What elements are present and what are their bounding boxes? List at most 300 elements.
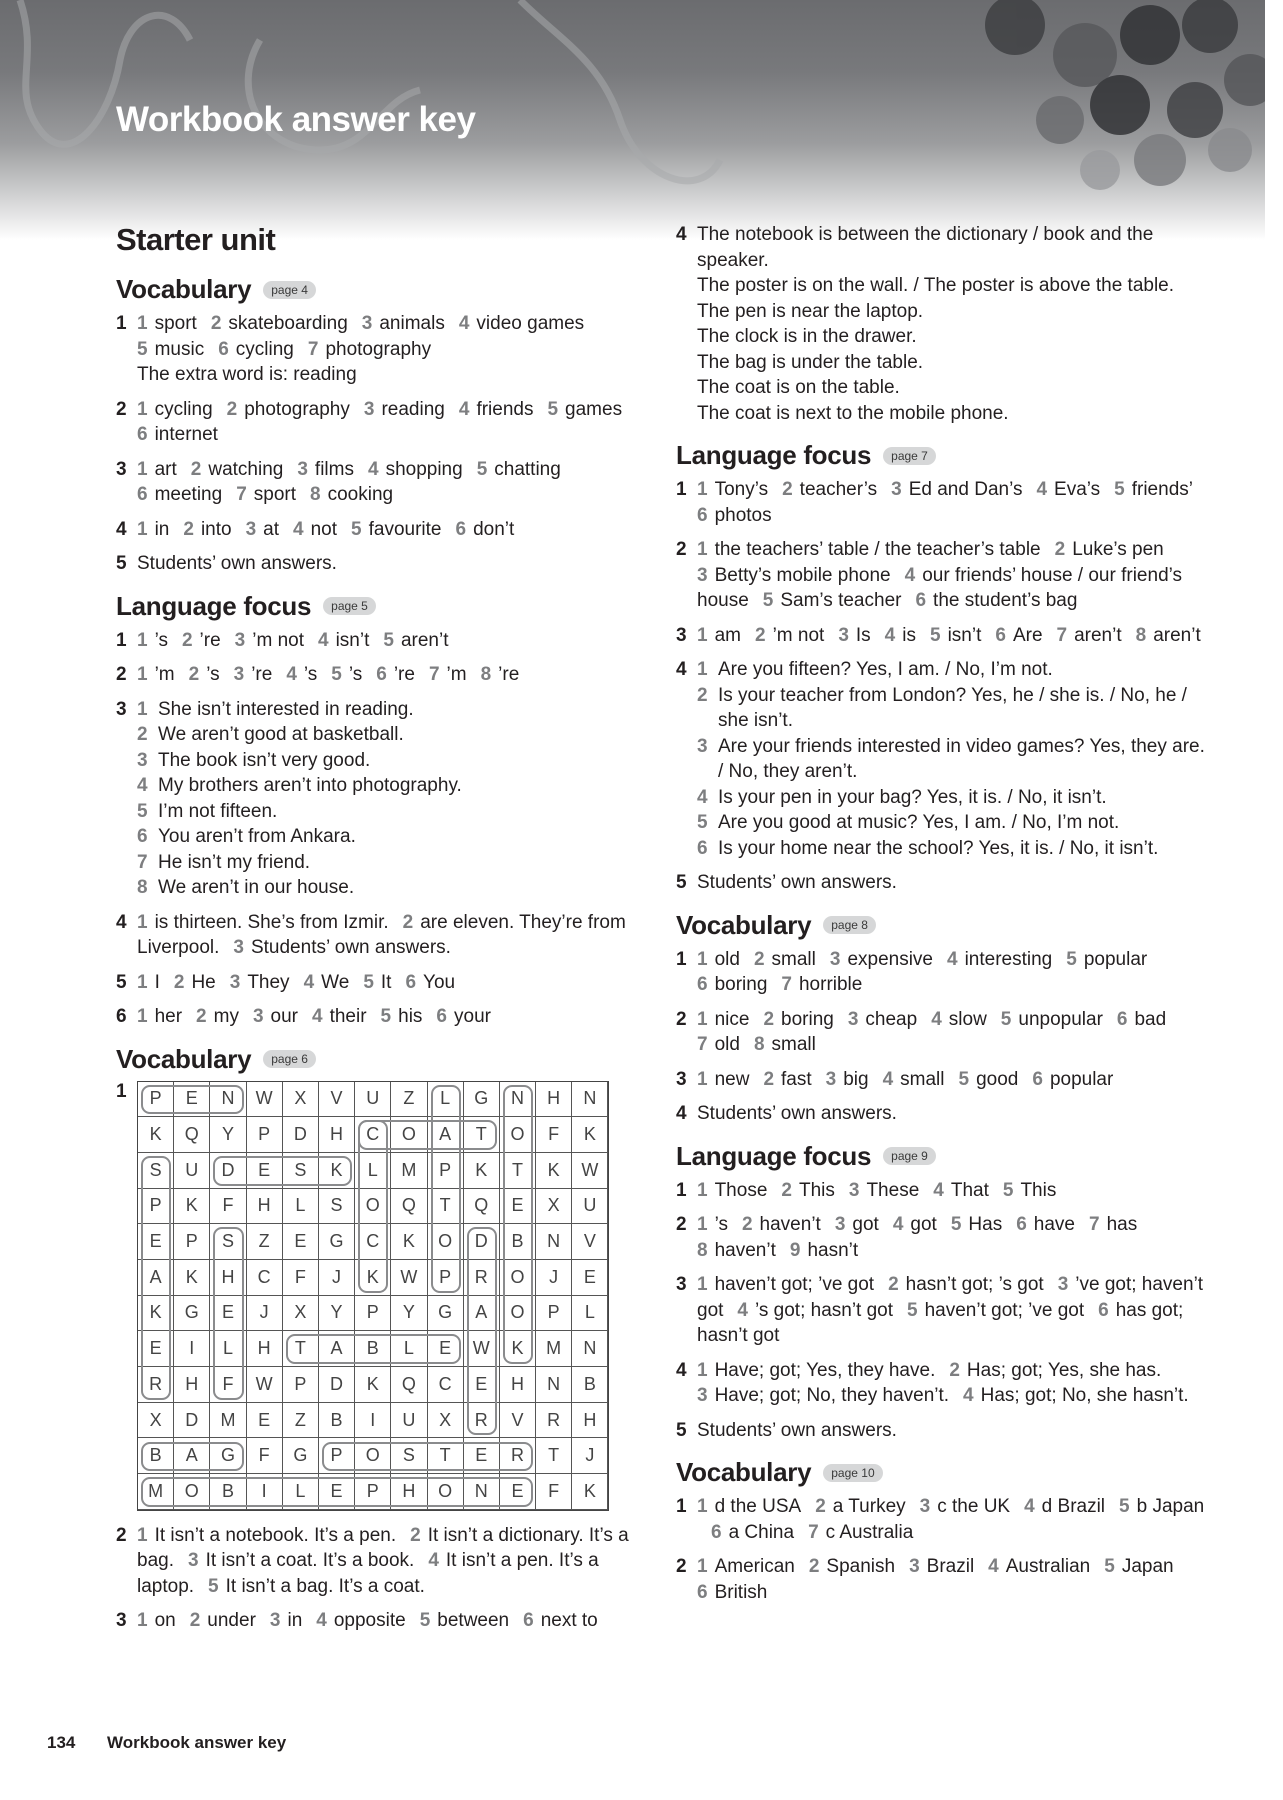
answer-item <box>227 399 350 420</box>
item-number: 2 <box>196 1006 207 1027</box>
item-answer: Spanish <box>826 1556 896 1577</box>
item-number: 4 <box>947 948 958 970</box>
item-answer: cheap <box>865 1008 918 1030</box>
item-answer: American <box>714 1556 795 1577</box>
item-number: 1 <box>137 398 148 420</box>
wordsearch-cell: E <box>319 1474 355 1510</box>
exercise-answers <box>137 457 651 508</box>
item-answer: not <box>310 518 338 540</box>
answer-item <box>233 937 451 958</box>
item-answer: is <box>902 624 916 646</box>
item-number: 1 <box>697 948 708 970</box>
item-answer: am <box>714 624 741 646</box>
exercise <box>676 870 1211 896</box>
wordsearch-cell: L <box>283 1474 319 1510</box>
exercise-number: 5 <box>676 1419 687 1441</box>
wordsearch-cell: T <box>500 1153 536 1189</box>
answer-item <box>949 1360 1161 1381</box>
answer-item <box>235 630 304 651</box>
item-answer: Are you good at music? Yes, I am. / No, I’m not. <box>718 812 1120 833</box>
answer-item <box>826 1069 869 1090</box>
answer-line <box>697 785 1211 811</box>
exercise <box>676 1494 1211 1545</box>
answer-item <box>234 664 273 685</box>
item-answer: chatting <box>494 458 561 480</box>
item-number: 4 <box>1036 479 1048 500</box>
exercise-answers <box>137 697 651 901</box>
item-number: 6 <box>405 971 417 993</box>
header-banner <box>0 0 1265 240</box>
answer-line <box>137 773 651 799</box>
answer-item <box>1104 1556 1173 1577</box>
page-reference-badge: page 6 <box>263 1050 316 1068</box>
wordsearch-cell: F <box>536 1117 572 1153</box>
wordsearch-cell: B <box>210 1474 246 1510</box>
answer-section <box>116 1044 651 1634</box>
answer-item <box>920 1496 1010 1517</box>
item-number: 3 <box>361 313 373 334</box>
wordsearch-cell: W <box>391 1260 427 1296</box>
wordsearch-cell: T <box>428 1438 464 1474</box>
page-reference-badge: page 9 <box>883 1147 936 1165</box>
answer-text: Students’ own answers. <box>697 1419 897 1441</box>
answer-item <box>947 949 1052 970</box>
answer-item <box>286 664 317 685</box>
item-answer: meeting <box>154 484 223 505</box>
item-answer: reading <box>381 398 445 420</box>
item-number: 7 <box>428 664 440 685</box>
wordsearch-cell: T <box>283 1331 319 1367</box>
item-answer: favourite <box>368 518 442 540</box>
item-number: 4 <box>458 313 470 334</box>
answer-item <box>381 1006 423 1027</box>
wordsearch-cell: E <box>500 1474 536 1510</box>
item-number: 3 <box>233 937 244 958</box>
answer-item <box>1057 625 1122 646</box>
answer-item <box>697 1214 728 1235</box>
item-number: 3 <box>229 971 241 993</box>
item-number: 5 <box>137 338 148 360</box>
wordsearch-cell: Q <box>464 1189 500 1225</box>
item-answer: This <box>1020 1179 1057 1201</box>
left-column <box>116 222 651 1648</box>
item-answer: We aren’t in our house. <box>158 877 355 898</box>
answer-item <box>697 1240 776 1261</box>
item-number: 6 <box>697 837 708 859</box>
item-answer: haven’t <box>714 1239 776 1261</box>
found-word-desk-outline <box>213 1156 352 1186</box>
answer-line: The pen is near the laptop. <box>697 300 924 322</box>
answer-item <box>697 1496 801 1517</box>
wordsearch-cell: M <box>138 1474 174 1510</box>
answer-item <box>455 519 514 540</box>
answer-item <box>755 625 824 646</box>
exercise <box>116 662 651 688</box>
answer-item <box>697 1360 935 1381</box>
item-answer: nice <box>714 1008 750 1030</box>
item-number: 6 <box>697 504 708 526</box>
exercise-number: 5 <box>116 971 127 993</box>
item-answer: That <box>950 1179 989 1201</box>
item-number: 8 <box>1135 624 1147 646</box>
answer-item <box>959 1069 1019 1090</box>
item-answer: We aren’t good at basketball. <box>158 724 404 745</box>
exercise <box>116 1608 651 1634</box>
wordsearch-cell: P <box>138 1189 174 1225</box>
answer-item <box>351 519 441 540</box>
section-heading <box>676 1141 1211 1172</box>
item-answer: the student’s bag <box>933 590 1078 611</box>
wordsearch-grid <box>137 1081 609 1511</box>
answer-section <box>116 591 651 1030</box>
found-word-table-outline <box>286 1334 461 1364</box>
item-answer: photography <box>244 398 350 420</box>
item-number: 3 <box>137 749 148 771</box>
item-number: 3 <box>234 629 246 651</box>
wordsearch-cell: N <box>464 1474 500 1510</box>
wordsearch-cell: G <box>283 1438 319 1474</box>
item-number: 3 <box>909 1556 920 1577</box>
answer-item <box>297 459 354 480</box>
found-word-shelf-outline <box>213 1227 243 1400</box>
section-heading <box>116 274 651 305</box>
exercise <box>116 910 651 961</box>
item-answer: big <box>843 1068 869 1090</box>
item-number: 4 <box>904 564 916 586</box>
item-number: 5 <box>351 518 362 540</box>
found-word-clock-outline <box>358 1120 388 1293</box>
answer-item <box>137 630 168 651</box>
answer-line <box>137 799 651 825</box>
item-number: 1 <box>137 458 148 480</box>
footer-title: Workbook answer key <box>107 1733 287 1752</box>
exercise-answers <box>697 870 1211 896</box>
wordsearch-cell: W <box>247 1367 283 1403</box>
answer-item <box>191 459 284 480</box>
wordsearch-cell: V <box>500 1403 536 1439</box>
item-answer: under <box>207 1610 256 1632</box>
item-number: 5 <box>1119 1496 1130 1517</box>
item-number: 3 <box>269 1610 281 1632</box>
answer-item <box>218 339 294 360</box>
wordsearch-cell: X <box>283 1296 319 1332</box>
wordsearch-cell: X <box>428 1403 464 1439</box>
exercise-answers <box>697 947 1211 998</box>
item-answer: It isn’t a notebook. It’s a pen. <box>154 1524 397 1546</box>
answer-item <box>931 1009 987 1030</box>
item-answer: haven’t got; ’ve got <box>714 1274 875 1295</box>
wordsearch-cell: P <box>174 1224 210 1260</box>
item-number: 6 <box>218 338 229 360</box>
item-number: 2 <box>226 398 238 420</box>
item-number: 3 <box>848 1179 860 1201</box>
item-number: 2 <box>815 1496 826 1517</box>
item-number: 2 <box>210 313 222 334</box>
wordsearch-cell: E <box>247 1153 283 1189</box>
page-reference-badge: page 7 <box>883 447 936 465</box>
item-answer: a China <box>728 1521 795 1543</box>
answer-item <box>318 630 369 651</box>
item-answer: small <box>771 948 816 970</box>
answer-item <box>270 1610 302 1631</box>
answer-line: The clock is in the drawer. <box>697 326 917 347</box>
item-answer: isn’t <box>335 629 370 651</box>
answer-item <box>809 1556 895 1577</box>
item-number: 7 <box>236 484 247 505</box>
item-number: 7 <box>1088 1214 1100 1235</box>
answer-item <box>781 974 862 995</box>
item-number: 9 <box>789 1239 801 1261</box>
item-answer: animals <box>379 313 445 334</box>
answer-item <box>523 1610 598 1631</box>
answer-item <box>436 1006 491 1027</box>
item-number: 1 <box>137 698 148 720</box>
item-answer: in <box>154 518 170 540</box>
item-number: 5 <box>1002 1179 1014 1201</box>
wordsearch-cell: E <box>464 1367 500 1403</box>
item-answer: is thirteen. She’s from Izmir. <box>154 911 389 933</box>
item-number: 1 <box>137 1006 148 1027</box>
item-number: 5 <box>907 1299 918 1321</box>
exercise-answers <box>137 910 651 961</box>
item-answer: games <box>565 398 623 420</box>
answer-section <box>676 440 1211 896</box>
answer-item <box>363 972 391 993</box>
exercise-number: 4 <box>116 911 127 933</box>
item-answer: friends’ <box>1131 479 1193 500</box>
item-number: 1 <box>137 911 148 933</box>
exercise-number: 5 <box>116 553 127 574</box>
item-answer: our <box>270 1006 298 1027</box>
answer-item <box>383 630 448 651</box>
wordsearch-cell: X <box>138 1403 174 1439</box>
answer-item <box>697 565 891 586</box>
answer-item <box>835 1214 879 1235</box>
item-answer: unpopular <box>1018 1008 1103 1030</box>
item-number: 6 <box>1016 1214 1027 1235</box>
item-number: 5 <box>208 1575 219 1597</box>
item-number: 2 <box>1054 539 1066 560</box>
wordsearch-cell: P <box>355 1296 391 1332</box>
exercise-number: 1 <box>676 479 687 500</box>
wordsearch-cell: N <box>210 1082 246 1118</box>
answer-item <box>848 1009 917 1030</box>
item-number: 5 <box>958 1068 970 1090</box>
page-reference-badge: page 10 <box>823 1464 882 1482</box>
answer-item <box>137 399 213 420</box>
wordsearch-cell: F <box>210 1367 246 1403</box>
item-number: 1 <box>697 1496 708 1517</box>
item-answer: haven’t <box>759 1214 821 1235</box>
item-answer: new <box>714 1068 750 1090</box>
exercise <box>676 1178 1211 1204</box>
wordsearch-cell: R <box>138 1367 174 1403</box>
item-number: 1 <box>697 1214 708 1235</box>
wordsearch-cell: K <box>500 1331 536 1367</box>
item-answer: sport <box>154 313 197 334</box>
item-number: 1 <box>697 1556 708 1577</box>
wordsearch-cell: I <box>355 1403 391 1439</box>
answer-item <box>697 479 768 500</box>
item-number: 1 <box>697 659 708 680</box>
answer-item <box>697 539 1041 560</box>
item-number: 1 <box>137 971 148 993</box>
answer-item <box>909 1556 974 1577</box>
exercise <box>116 311 651 388</box>
wordsearch-cell: E <box>500 1189 536 1225</box>
wordsearch-cell: B <box>500 1224 536 1260</box>
item-number: 5 <box>331 664 342 685</box>
answer-item <box>208 1576 425 1597</box>
item-answer: It isn’t a bag. It’s a coat. <box>225 1575 425 1597</box>
exercise <box>116 1523 651 1600</box>
exercise-number: 1 <box>116 313 127 334</box>
wordsearch-cell: X <box>536 1189 572 1225</box>
item-number: 2 <box>410 1524 421 1546</box>
wordsearch-cell: P <box>428 1153 464 1189</box>
exercise <box>676 657 1211 861</box>
exercise-answers <box>697 1272 1211 1349</box>
item-answer: popular <box>1049 1068 1114 1090</box>
exercise <box>676 222 1211 426</box>
item-answer: Is your teacher from London? Yes, he / she is. / No, he / she isn’t. <box>718 684 1187 731</box>
wordsearch-cell: K <box>464 1153 500 1189</box>
item-answer: d Brazil <box>1041 1496 1106 1517</box>
item-number: 2 <box>697 684 708 706</box>
exercise <box>116 628 651 654</box>
item-number: 6 <box>697 1581 708 1603</box>
answer-item <box>930 625 981 646</box>
page-title: Workbook answer key <box>116 100 476 139</box>
item-number: 4 <box>316 1610 327 1632</box>
item-number: 6 <box>1098 1299 1109 1321</box>
wordsearch-cell: H <box>572 1403 608 1439</box>
answer-section <box>116 274 651 577</box>
wordsearch-cell: N <box>572 1331 608 1367</box>
item-number: 2 <box>183 518 194 540</box>
extra-word-note: The extra word is: reading <box>137 364 357 385</box>
item-answer: Brazil <box>926 1556 975 1577</box>
answer-item <box>963 1385 1189 1406</box>
exercise <box>116 1004 651 1030</box>
answer-item <box>697 625 741 646</box>
exercise-answers <box>697 1358 1211 1409</box>
item-answer: Have; got; No, they haven’t. <box>714 1385 950 1406</box>
answer-item <box>137 912 389 933</box>
answer-item <box>137 1610 176 1631</box>
wordsearch-exercise <box>116 1081 651 1511</box>
item-number: 2 <box>188 664 200 685</box>
item-number: 4 <box>697 786 708 808</box>
item-answer: Have; got; Yes, they have. <box>714 1359 936 1381</box>
exercise-answers <box>137 397 651 448</box>
answer-item <box>1117 1009 1166 1030</box>
exercise-number: 2 <box>116 1524 127 1546</box>
exercise <box>116 517 651 543</box>
exercise-answers <box>697 1178 1211 1204</box>
answer-item <box>481 664 520 685</box>
item-answer: have <box>1033 1214 1075 1235</box>
exercise-number: 1 <box>676 948 687 970</box>
item-answer: Are <box>1012 624 1043 646</box>
answer-item <box>790 1240 858 1261</box>
wordsearch-cell: K <box>536 1153 572 1189</box>
exercise-number: 2 <box>676 1556 687 1577</box>
found-word-pen-outline <box>141 1085 244 1115</box>
answer-line <box>137 697 651 723</box>
section-title: Vocabulary <box>676 1457 812 1487</box>
answer-item <box>1036 479 1100 500</box>
wordsearch-cell: K <box>355 1367 391 1403</box>
item-answer: ’m <box>446 664 467 685</box>
wordsearch-cell: S <box>319 1189 355 1225</box>
item-answer: boring <box>714 974 768 995</box>
answer-item <box>1119 1496 1204 1517</box>
answer-item <box>737 1300 893 1321</box>
item-answer: ’re <box>251 664 273 685</box>
page-number: 134 <box>47 1733 76 1752</box>
answer-item <box>459 399 534 420</box>
wordsearch-cell: K <box>138 1117 174 1153</box>
item-answer: Tony’s <box>714 479 769 500</box>
wordsearch-cell: E <box>138 1331 174 1367</box>
answer-item <box>697 949 740 970</box>
exercise-answers <box>697 1067 1211 1093</box>
wordsearch-cell: O <box>355 1189 391 1225</box>
item-answer: old <box>714 1034 740 1055</box>
answer-item <box>883 1069 945 1090</box>
item-answer: Is your home near the school? Yes, it is. / No, it isn’t. <box>718 837 1159 859</box>
wordsearch-cell: S <box>283 1153 319 1189</box>
wordsearch-cell: B <box>138 1438 174 1474</box>
item-answer: Are your friends interested in video games? Yes, they are. / No, they aren’t. <box>718 735 1205 782</box>
found-word-mobilephone-outline <box>141 1477 533 1507</box>
wordsearch-cell: G <box>210 1438 246 1474</box>
found-word-speaker-outline <box>141 1156 171 1400</box>
item-answer: your <box>454 1006 491 1027</box>
exercise-number: 3 <box>116 698 127 720</box>
item-answer: in <box>287 1610 303 1632</box>
exercise-answers <box>697 623 1211 649</box>
answer-item <box>711 1522 794 1543</box>
answer-item <box>190 1610 256 1631</box>
item-number: 3 <box>829 948 841 970</box>
item-number: 4 <box>318 629 329 651</box>
wordsearch-cell: P <box>355 1474 391 1510</box>
answer-section <box>676 222 1211 426</box>
item-answer: It isn’t a dictionary. It’s a bag. <box>137 1524 629 1572</box>
wordsearch-cell: H <box>247 1189 283 1225</box>
exercise-number: 3 <box>676 1274 687 1295</box>
exercise <box>116 970 651 996</box>
wordsearch-cell: W <box>464 1331 500 1367</box>
answer-item <box>697 974 767 995</box>
answer-item <box>891 479 1022 500</box>
exercise <box>676 1272 1211 1349</box>
answer-item <box>849 1180 919 1201</box>
item-number: 1 <box>697 1068 708 1090</box>
answer-item <box>174 972 216 993</box>
wordsearch-cell: C <box>247 1260 283 1296</box>
answer-item <box>754 1034 816 1055</box>
wordsearch-cell: P <box>247 1117 283 1153</box>
item-number: 3 <box>847 1008 859 1030</box>
section-title: Language focus <box>676 440 872 470</box>
item-number: 4 <box>458 398 470 420</box>
item-number: 5 <box>950 1214 962 1235</box>
answer-item <box>697 1385 949 1406</box>
wordsearch-cell: P <box>283 1367 319 1403</box>
